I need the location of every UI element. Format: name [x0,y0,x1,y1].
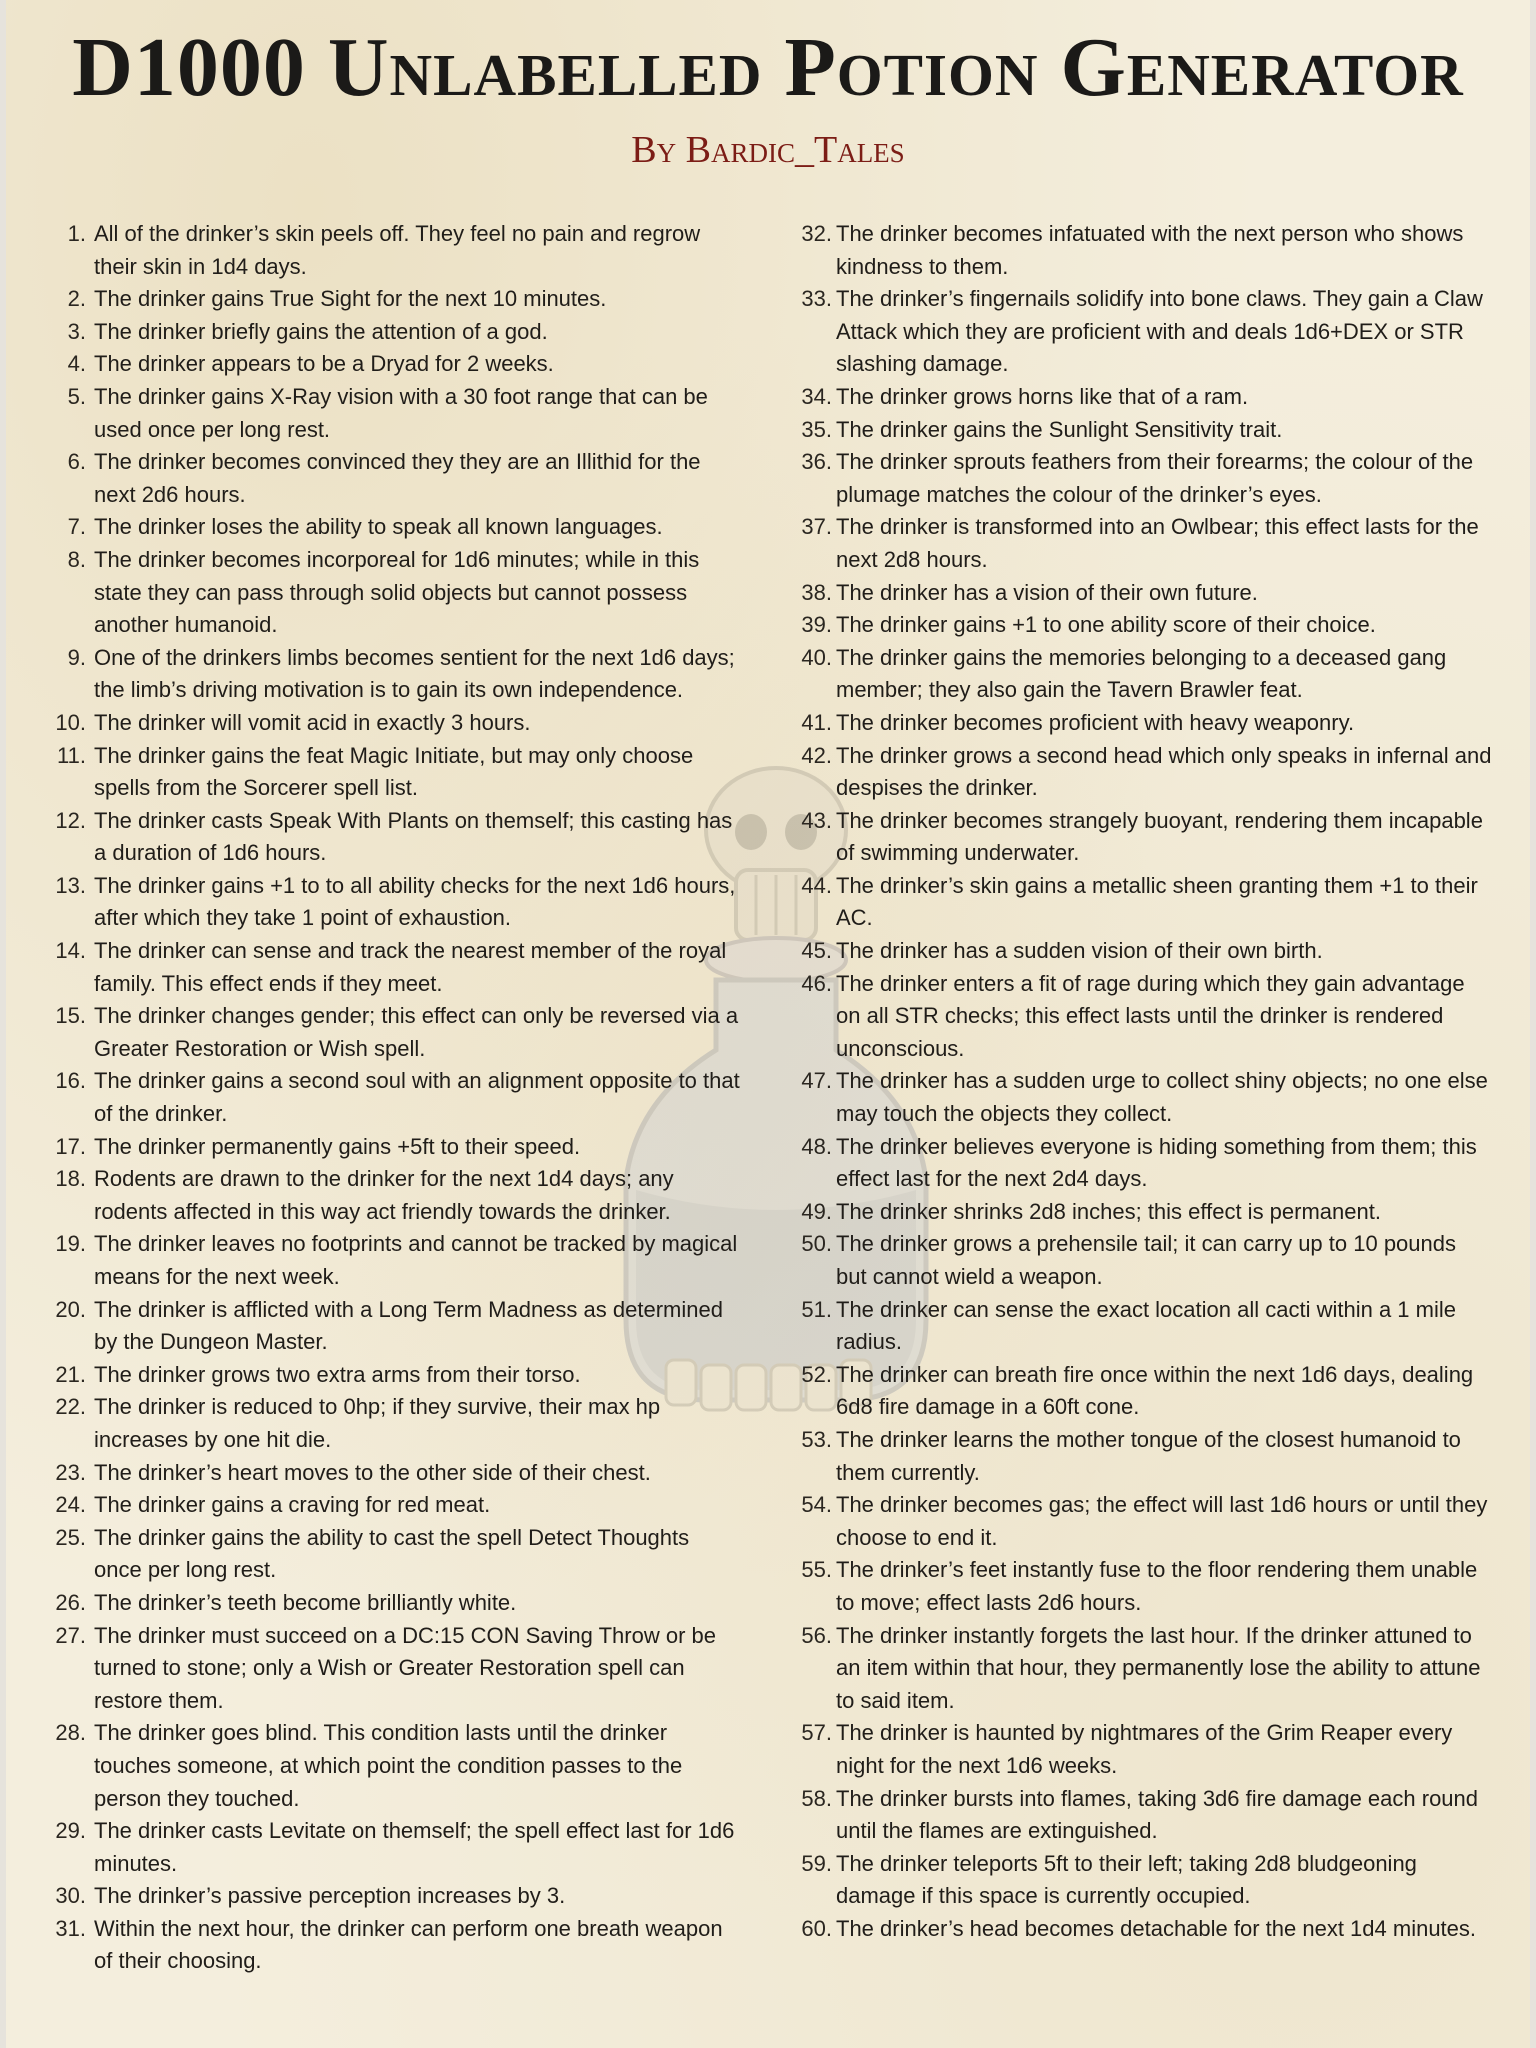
potion-entry-40 [792,642,1492,707]
entry-text: The drinker changes gender; this effect can only be reversed via a Greater Restoration or Wish spell. [94,1003,739,1061]
entry-number: 22. [55,1394,86,1420]
entry-text: The drinker can sense and track the nearest member of the royal family. This effect ends if they meet. [94,938,727,996]
potion-entry-48 [792,1131,1492,1196]
entry-number: 28. [55,1720,86,1746]
entry-text: The drinker gains True Sight for the next 10 minutes. [94,286,607,312]
entry-number: 2. [67,286,86,312]
potion-entry-43 [792,805,1492,870]
entry-text: Within the next hour, the drinker can perform one breath weapon of their choosing. [94,1915,723,1974]
entry-number: 21. [55,1361,86,1387]
entry-text: The drinker casts Levitate on themself; the spell effect last for 1d6 minutes. [94,1818,735,1876]
page-title: D1000 Unlabelled Potion Generator [72,21,1464,114]
entry-number: 42. [801,742,832,768]
potion-entry-1 [50,218,740,283]
entry-number: 31. [55,1915,86,1941]
potion-entry-29 [50,1815,740,1880]
potion-entry-22 [50,1391,740,1456]
entry-text: The drinker is transformed into an Owlbear; this effect lasts for the next 2d8 hours. [836,514,1479,572]
potion-entry-19 [50,1228,740,1293]
entry-text: The drinker becomes gas; the effect will last 1d6 hours or until they choose to end it. [836,1492,1488,1550]
entry-number: 7. [67,514,86,540]
entry-text: The drinker leaves no footprints and cannot be tracked by magical means for the next week. [94,1231,738,1289]
entry-text: The drinker is haunted by nightmares of the Grim Reaper every night for the next 1d6 weeks. [836,1720,1453,1778]
entry-text: The drinker has a vision of their own future. [836,579,1258,605]
potion-entry-15 [50,1000,740,1065]
entry-number: 43. [801,807,832,833]
potion-entry-56 [792,1620,1492,1718]
potion-entry-53 [792,1424,1492,1489]
entry-number: 47. [801,1068,832,1094]
potion-entry-13 [50,870,740,935]
potion-entry-45 [792,935,1492,968]
entry-number: 53. [801,1426,832,1452]
potion-entry-5 [50,381,740,446]
potion-entry-12 [50,805,740,870]
entry-text: The drinker has a sudden vision of their own birth. [836,938,1323,964]
potion-entry-4 [50,348,740,381]
potion-entry-39 [792,609,1492,642]
entry-text: The drinker shrinks 2d8 inches; this effect is permanent. [836,1198,1381,1224]
entry-text: The drinker becomes incorporeal for 1d6 minutes; while in this state they can pass through solid objects but cannot possess another humanoid. [94,546,700,638]
potion-list-left-column [50,218,740,1978]
entry-number: 40. [801,644,832,670]
entry-number: 35. [801,416,832,442]
entry-text: The drinker permanently gains +5ft to their speed. [94,1133,581,1159]
entry-text: The drinker will vomit acid in exactly 3 hours. [94,709,531,735]
entry-text: The drinker becomes proficient with heavy weaponry. [836,709,1355,735]
entry-number: 3. [67,318,86,344]
entry-number: 10. [55,709,86,735]
entry-text: The drinker can breath fire once within the next 1d6 days, dealing 6d8 fire damage in a 60ft cone. [836,1361,1474,1420]
potion-entry-47 [792,1065,1492,1130]
entry-text: The drinker is afflicted with a Long Term Madness as determined by the Dungeon Master. [94,1296,723,1355]
entry-number: 57. [801,1720,832,1746]
entry-text: The drinker believes everyone is hiding something from them; this effect last for the next 2d4 days. [836,1133,1477,1192]
entry-number: 15. [55,1003,86,1029]
entry-text: The drinker appears to be a Dryad for 2 weeks. [94,351,554,377]
potion-entry-59 [792,1848,1492,1913]
potion-entry-52 [792,1359,1492,1424]
potion-entry-42 [792,740,1492,805]
entry-number: 1. [67,221,86,246]
entry-number: 19. [55,1231,86,1257]
entry-text: The drinker’s head becomes detachable for the next 1d4 minutes. [836,1915,1477,1941]
potion-entry-14 [50,935,740,1000]
entry-number: 48. [801,1133,832,1159]
entry-number: 16. [55,1068,86,1094]
potion-entry-37 [792,511,1492,576]
potion-entry-3 [50,316,740,349]
entry-text: The drinker gains the memories belonging to a deceased gang member; they also gain the Tavern Brawler feat. [836,644,1447,703]
entry-text: The drinker sprouts feathers from their forearms; the colour of the plumage matches the colour of the drinker’s eyes. [836,449,1474,507]
potion-entry-25 [50,1522,740,1587]
entry-text: The drinker gains a second soul with an alignment opposite to that of the drinker. [94,1068,740,1127]
potion-entry-51 [792,1294,1492,1359]
entry-text: The drinker gains +1 to to all ability checks for the next 1d6 hours, after which they take 1 point of exhaustion. [94,872,736,931]
potion-entry-49 [792,1196,1492,1229]
entry-number: 58. [801,1785,832,1811]
entry-number: 39. [801,612,832,638]
entry-text: The drinker can sense the exact location all cacti within a 1 mile radius. [836,1296,1456,1355]
entry-text: Rodents are drawn to the drinker for the next 1d4 days; any rodents affected in this way act friendly towards the drinker. [94,1166,674,1224]
entry-number: 30. [55,1883,86,1909]
entry-text: The drinker is reduced to 0hp; if they survive, their max hp increases by one hit die. [94,1394,661,1452]
entry-number: 36. [801,449,832,475]
potion-entry-31 [50,1913,740,1978]
entry-number: 14. [55,938,86,964]
entry-text: The drinker gains the ability to cast the spell Detect Thoughts once per long rest. [94,1524,690,1583]
entry-text: The drinker gains a craving for red meat. [94,1492,491,1518]
entry-text: The drinker teleports 5ft to their left; taking 2d8 bludgeoning damage if this space is currently occupied. [836,1850,1417,1909]
entry-number: 49. [801,1198,832,1224]
potion-entry-54 [792,1489,1492,1554]
entry-number: 12. [55,807,86,833]
entry-text: All of the drinker’s skin peels off. They feel no pain and regrow their skin in 1d4 days. [94,221,701,279]
entry-number: 24. [55,1492,86,1518]
entry-text: The drinker’s teeth become brilliantly white. [94,1589,517,1615]
potion-entry-7 [50,511,740,544]
potion-entry-33 [792,283,1492,381]
potion-entry-18 [50,1163,740,1228]
entry-number: 41. [801,709,832,735]
entry-number: 4. [67,351,86,377]
potion-entry-20 [50,1294,740,1359]
entry-text: The drinker goes blind. This condition lasts until the drinker touches someone, at which point the condition passes to the person they touched. [94,1720,683,1811]
entry-number: 55. [801,1557,832,1583]
potion-entry-28 [50,1717,740,1815]
potion-entry-27 [50,1620,740,1718]
potion-entry-17 [50,1131,740,1164]
entry-text: The drinker bursts into flames, taking 3d6 fire damage each round until the flames are extinguished. [836,1785,1479,1844]
potion-entry-30 [50,1880,740,1913]
entry-number: 54. [801,1492,832,1518]
potion-entry-26 [50,1587,740,1620]
potion-entry-11 [50,740,740,805]
entry-text: The drinker gains X-Ray vision with a 30 foot range that can be used once per long rest. [94,383,708,442]
entry-text: The drinker becomes strangely buoyant, rendering them incapable of swimming underwater. [836,807,1483,866]
entry-text: The drinker enters a fit of rage during which they gain advantage on all STR checks; this effect lasts until the drinker is rendered unconscious. [836,970,1465,1061]
entry-number: 33. [801,286,832,312]
entry-text: The drinker has a sudden urge to collect shiny objects; no one else may touch the objects they collect. [836,1068,1488,1127]
entry-text: The drinker grows two extra arms from their torso. [94,1361,581,1387]
entry-number: 26. [55,1589,86,1615]
entry-number: 25. [55,1524,86,1550]
entry-number: 11. [57,742,86,768]
entry-number: 23. [55,1459,86,1485]
entry-text: The drinker briefly gains the attention of a god. [94,318,548,344]
entry-text: The drinker’s skin gains a metallic sheen granting them +1 to their AC. [836,872,1478,931]
entry-number: 50. [801,1231,832,1257]
potion-entry-58 [792,1783,1492,1848]
entry-number: 32. [801,221,832,246]
entry-number: 6. [67,449,86,475]
potion-entry-16 [50,1065,740,1130]
potion-entry-41 [792,707,1492,740]
entry-number: 8. [67,546,86,572]
entry-text: The drinker gains +1 to one ability score of their choice. [836,612,1376,638]
entry-number: 9. [67,644,86,670]
entry-text: The drinker must succeed on a DC:15 CON Saving Throw or be turned to stone; only a Wish or Greater Restoration spell can restore them. [94,1622,716,1713]
entry-text: The drinker becomes infatuated with the next person who shows kindness to them. [836,221,1464,279]
entry-number: 29. [55,1818,86,1844]
entry-number: 5. [67,383,86,409]
entry-text: The drinker learns the mother tongue of the closest humanoid to them currently. [836,1426,1461,1485]
entry-number: 37. [801,514,832,540]
potion-entry-21 [50,1359,740,1392]
author-subtitle: By Bardic_Tales [631,129,905,171]
entry-number: 27. [55,1622,86,1648]
entry-number: 59. [801,1850,832,1876]
potion-entry-60 [792,1913,1492,1946]
entry-text: The drinker’s fingernails solidify into bone claws. They gain a Claw Attack which they are proficient with and deals 1d6+DEX or STR slashing damage. [836,286,1483,377]
potion-entry-2 [50,283,740,316]
entry-text: The drinker grows horns like that of a ram. [836,383,1249,409]
potion-list-right-column [792,218,1492,1945]
potion-entry-36 [792,446,1492,511]
potion-entry-10 [50,707,740,740]
entry-text: The drinker grows a prehensile tail; it can carry up to 10 pounds but cannot wield a weapon. [836,1231,1456,1289]
potion-entry-8 [50,544,740,642]
entry-text: The drinker casts Speak With Plants on themself; this casting has a duration of 1d6 hours. [94,807,733,866]
entry-number: 56. [801,1622,832,1648]
entry-text: The drinker loses the ability to speak all known languages. [94,514,663,540]
entry-number: 60. [801,1915,832,1941]
potion-entry-38 [792,577,1492,610]
entry-number: 18. [55,1166,86,1192]
potion-entry-6 [50,446,740,511]
potion-entry-55 [792,1554,1492,1619]
entry-text: The drinker’s passive perception increases by 3. [94,1883,566,1909]
entry-number: 34. [801,383,832,409]
entry-number: 46. [801,970,832,996]
potion-entry-46 [792,968,1492,1066]
entry-text: The drinker gains the Sunlight Sensitivity trait. [836,416,1283,442]
entry-text: The drinker’s heart moves to the other side of their chest. [94,1459,651,1485]
entry-text: The drinker instantly forgets the last hour. If the drinker attuned to an item within that hour, they permanently lose the ability to attune to said item. [836,1622,1481,1713]
potion-entry-44 [792,870,1492,935]
entry-number: 38. [801,579,832,605]
potion-entry-24 [50,1489,740,1522]
entry-number: 52. [801,1361,832,1387]
entry-text: The drinker grows a second head which only speaks in infernal and despises the drinker. [836,742,1492,801]
entry-number: 45. [801,938,832,964]
entry-text: One of the drinkers limbs becomes sentient for the next 1d6 days; the limb’s driving motivation is to gain its own independence. [94,644,735,703]
entry-text: The drinker’s feet instantly fuse to the floor rendering them unable to move; effect lasts 2d6 hours. [836,1557,1478,1615]
potion-entry-34 [792,381,1492,414]
entry-text: The drinker becomes convinced they they are an Illithid for the next 2d6 hours. [94,449,701,507]
potion-entry-32 [792,218,1492,283]
entry-number: 44. [801,872,832,898]
entry-number: 13. [55,872,86,898]
potion-entry-35 [792,414,1492,447]
entry-number: 51. [801,1296,832,1322]
potion-entry-23 [50,1457,740,1490]
potion-entry-9 [50,642,740,707]
entry-number: 20. [55,1296,86,1322]
entry-text: The drinker gains the feat Magic Initiate, but may only choose spells from the Sorcerer spell list. [94,742,694,801]
potion-entry-57 [792,1717,1492,1782]
potion-entry-50 [792,1228,1492,1293]
entry-number: 17. [55,1133,86,1159]
